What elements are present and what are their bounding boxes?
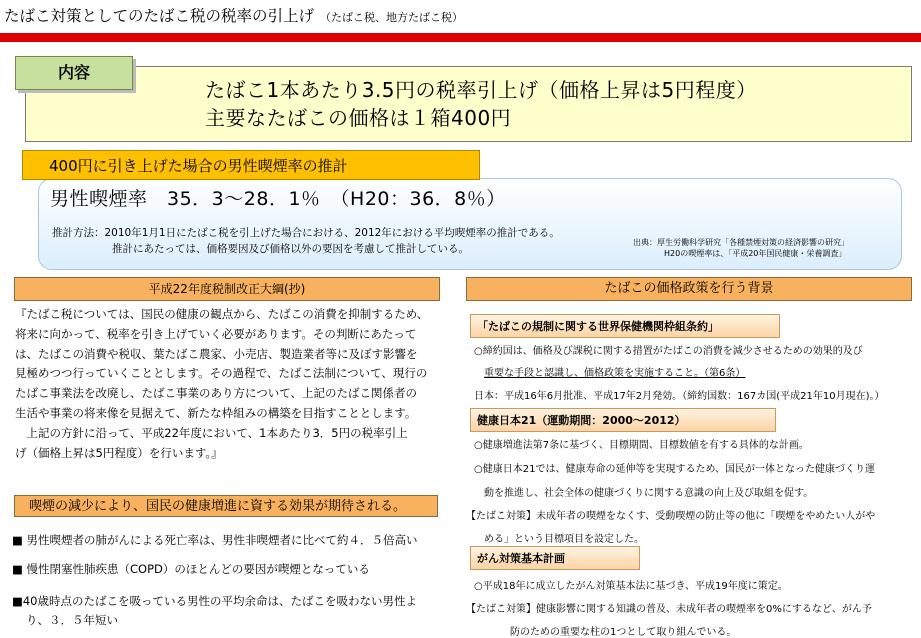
content-line-2: 主要なたばこの価格は１箱400円 bbox=[205, 106, 512, 130]
estimation-method-note-2: 推計にあたっては、価格要因及び価格以外の要因を考慮して推計している。 bbox=[112, 243, 469, 255]
red-divider-bar bbox=[0, 33, 921, 42]
quote-line: 上記の方針に沿って、平成22年度において、1本あたり3．5円の税率引上 bbox=[15, 425, 408, 440]
health-japan-21-text: ○健康増進法第7条に基づく、目標期間、目標数値を有する具体的な計画。 bbox=[474, 440, 809, 451]
content-label: 内容 bbox=[15, 56, 133, 90]
price-policy-heading: たばこの価格政策を行う背景 bbox=[466, 277, 912, 301]
bullet-copd: ■ 慢性閉塞性肺疾患（COPD）のほとんどの要因が喫煙となっている bbox=[12, 562, 370, 576]
quote-line: は、たばこの消費や税収、葉たばこ農家、小売店、製造業者等に及ぼす影響を bbox=[15, 346, 418, 361]
smoking-rate-value: 男性喫煙率 35．3～28．1％ （H20：36．8％） bbox=[50, 188, 506, 210]
quote-line: たばこ事業法を改廃し、たばこ事業のあり方について、上記のたばこ関係者の bbox=[15, 386, 418, 401]
quote-line: 『たばこ税については、国民の健康の観点から、たばこの消費を抑制するため、 bbox=[15, 307, 429, 321]
fctc-japan-status: 日本：平成16年6月批准、平成17年2月発効。（締約国数：167カ国(平成21年10月現在)。） bbox=[474, 391, 885, 402]
tax-reform-quote bbox=[15, 305, 445, 463]
health-japan-21-text: ○健康日本21では、健康寿命の延伸等を実現するため、国民が一体となった健康づくり運 bbox=[474, 464, 876, 475]
bullet-life-expectancy: ■40歳時点のたばこを吸っている男性の平均余命は、たばこを吸わない男性よ bbox=[12, 594, 417, 608]
quote-line: 将来に向かって、税率を引き上げていく必要があります。その判断にあたって bbox=[15, 326, 417, 341]
page-title bbox=[4, 4, 463, 26]
page-title-text: たばこ対策としてのたばこ税の税率の引上げ bbox=[4, 7, 315, 25]
quote-line: 見極めつつ行っていくこととします。その過程で、たばこ法制について、現行の bbox=[15, 366, 428, 381]
bullet-life-expectancy-cont: り、３．５年短い bbox=[26, 613, 118, 627]
health-japan-21-heading: 健康日本21（運動期間：2000～2012） bbox=[470, 408, 776, 432]
source-note: 出典：厚生労働科学研究「各種禁煙対策の経済影響の研究」 bbox=[633, 238, 849, 247]
smoking-rate-heading: 400円に引き上げた場合の男性喫煙率の推計 bbox=[22, 150, 480, 180]
fctc-text: 重要な手段と認識し、価格政策を実施すること。（第6条） bbox=[484, 368, 746, 379]
cancer-plan-tobacco: 防のための重要な柱の1つとして取り組んでいる。 bbox=[510, 627, 737, 638]
fctc-text: ○締約国は、価格及び課税に関する措置がたばこの消費を減少させるための効果的及び bbox=[474, 346, 863, 357]
fctc-heading: 「たばこの規制に関する世界保健機関枠組条約」 bbox=[470, 314, 780, 338]
tax-reform-heading: 平成22年度税制改正大綱(抄) bbox=[14, 277, 440, 301]
health-japan-21-tobacco: 【たばこ対策】未成年者の喫煙をなくす、受動喫煙の防止等の他に「喫煙をやめたい人がや bbox=[466, 511, 876, 522]
bullet-lung-cancer: ■ 男性喫煙者の肺がんによる死亡率は、男性非喫煙者に比べて約４．５倍高い bbox=[12, 533, 418, 547]
content-line-1: たばこ1本あたり3.5円の税率引上げ（価格上昇は5円程度） bbox=[205, 78, 757, 102]
health-effect-heading: 喫煙の減少により、国民の健康増進に資する効果が期待される。 bbox=[14, 495, 438, 517]
quote-line: 生活や事業の将来像を見据えて、新たな枠組みの構築を目指すこととします。 bbox=[15, 405, 417, 420]
cancer-plan-tobacco: 【たばこ対策】健康影響に関する知識の普及、未成年者の喫煙率を0%にするなど、がん予 bbox=[466, 604, 872, 615]
quote-line: げ（価格上昇は5円程度）を行います。』 bbox=[15, 445, 223, 460]
cancer-plan-heading: がん対策基本計画 bbox=[470, 546, 640, 570]
page-subtitle: （たばこ税、地方たばこ税） bbox=[320, 11, 464, 24]
health-japan-21-text: 動を推進し、社会全体の健康づくりに関する意識の向上及び取組を促す。 bbox=[484, 488, 814, 499]
cancer-plan-text: ○平成18年に成立したがん対策基本法に基づき、平成19年度に策定。 bbox=[474, 581, 788, 592]
health-japan-21-tobacco: める」という目標項目を設定した。 bbox=[484, 534, 644, 545]
source-note-2: H20の喫煙率は、「平成20年国民健康・栄養調査」 bbox=[664, 249, 847, 258]
estimation-method-note: 推計方法：2010年1月1日にたばこ税を引上げた場合における、2012年における平均喫煙率の推計である。 bbox=[52, 227, 560, 239]
